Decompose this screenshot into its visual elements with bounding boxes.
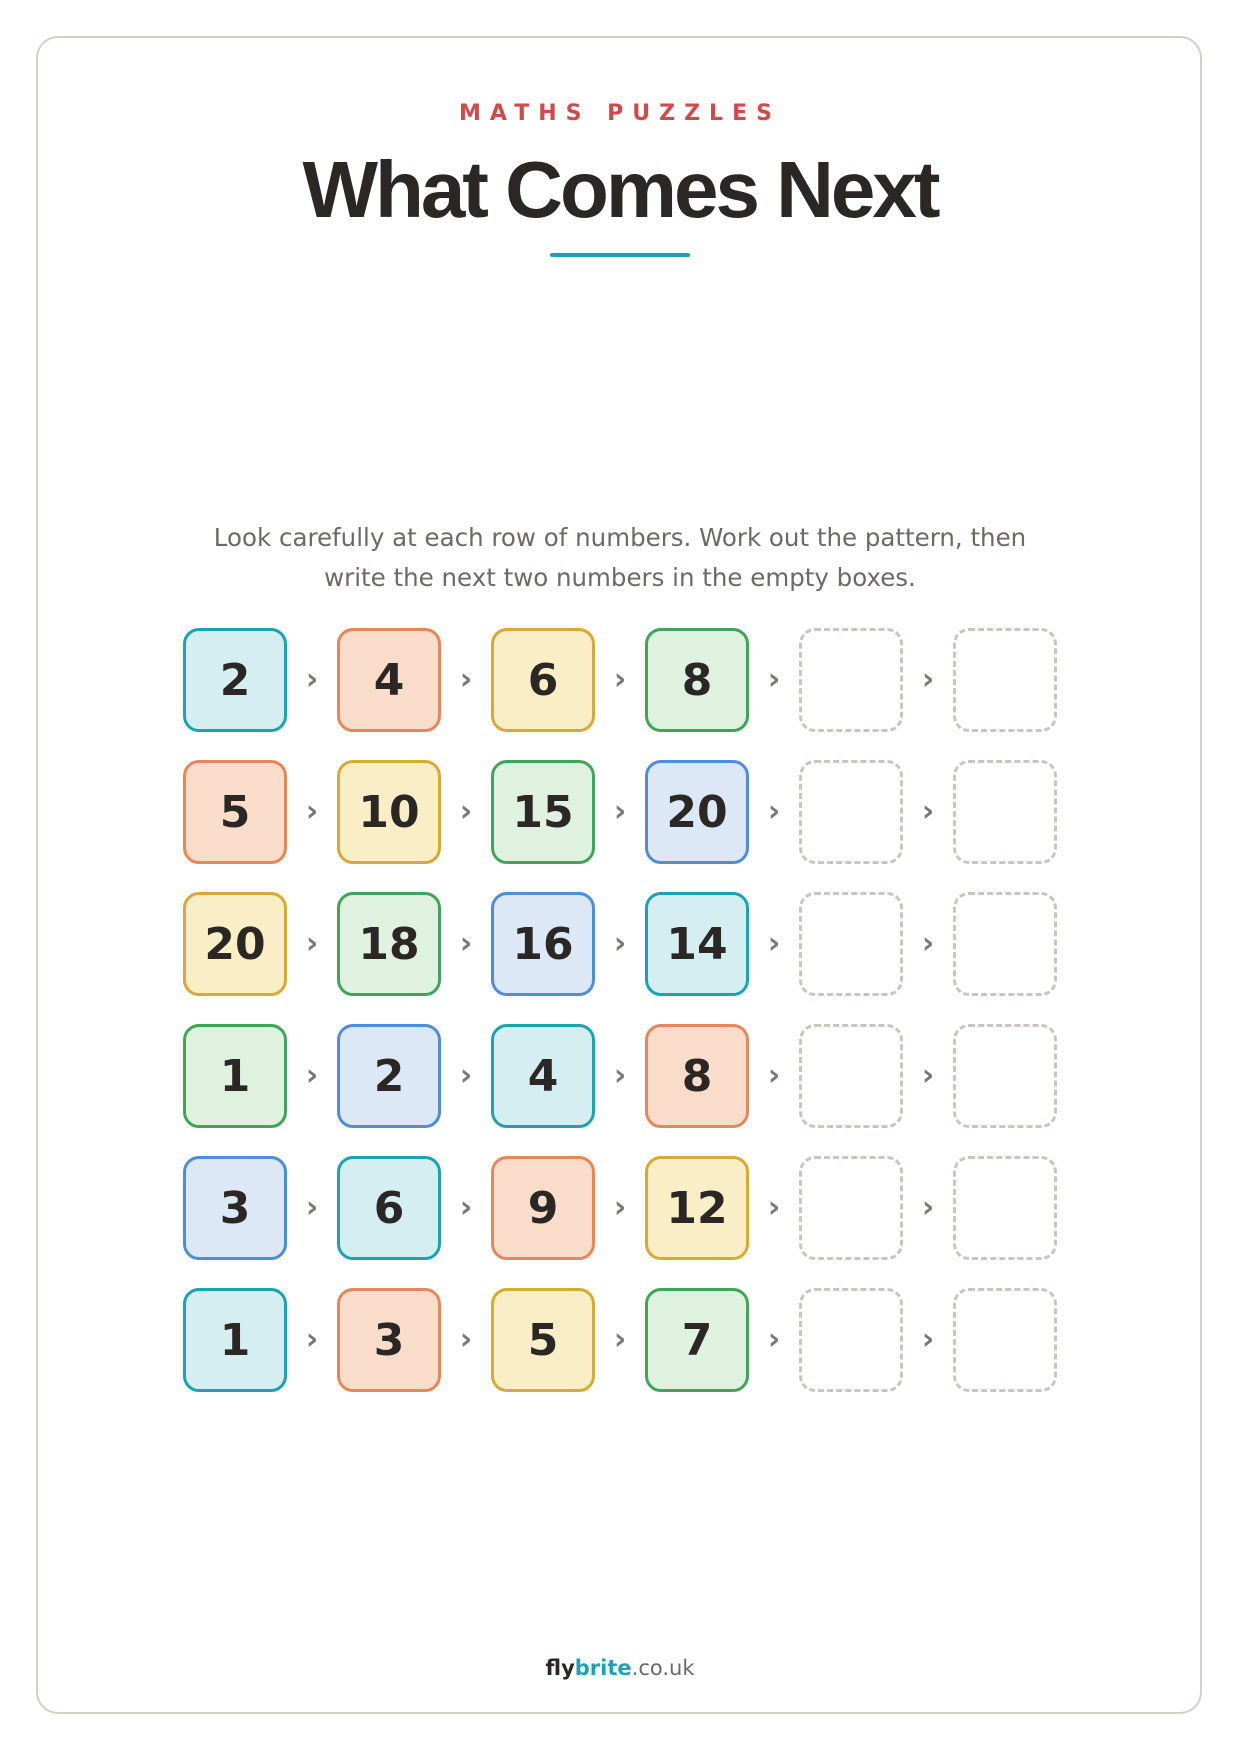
instructions-line-2: write the next two numbers in the empty boxes. [324, 563, 916, 592]
number-box: 8 [645, 628, 749, 732]
sequence-row [183, 1288, 1057, 1392]
answer-box[interactable] [799, 1024, 903, 1128]
number-box: 1 [183, 1288, 287, 1392]
chevron-right-icon: › [921, 926, 935, 961]
number-box: 16 [491, 892, 595, 996]
instructions [0, 518, 1240, 598]
number-box: 6 [491, 628, 595, 732]
chevron-right-icon: › [459, 1058, 473, 1093]
number-box: 7 [645, 1288, 749, 1392]
sequence-row [183, 1024, 1057, 1128]
instructions-line-1: Look carefully at each row of numbers. Work out the pattern, then [213, 523, 1027, 552]
number-box: 10 [337, 760, 441, 864]
chevron-right-icon: › [459, 1190, 473, 1225]
chevron-right-icon: › [613, 1058, 627, 1093]
chevron-right-icon: › [921, 794, 935, 829]
chevron-right-icon: › [305, 1322, 319, 1357]
chevron-right-icon: › [305, 1058, 319, 1093]
answer-box[interactable] [953, 628, 1057, 732]
brand-domain: .co.uk [631, 1656, 695, 1680]
chevron-right-icon: › [459, 926, 473, 961]
number-box: 5 [183, 760, 287, 864]
answer-box[interactable] [799, 760, 903, 864]
answer-box[interactable] [953, 1156, 1057, 1260]
chevron-right-icon: › [767, 1322, 781, 1357]
brand-brite: brite [574, 1656, 632, 1680]
title-underline [550, 253, 690, 257]
number-box: 4 [491, 1024, 595, 1128]
page-title: What Comes Next [302, 145, 938, 234]
chevron-right-icon: › [305, 794, 319, 829]
sequence-row [183, 760, 1057, 864]
footer-brand [0, 1653, 1240, 1683]
number-box: 14 [645, 892, 749, 996]
chevron-right-icon: › [921, 662, 935, 697]
chevron-right-icon: › [613, 1190, 627, 1225]
answer-box[interactable] [953, 1288, 1057, 1392]
number-box: 2 [183, 628, 287, 732]
number-box: 6 [337, 1156, 441, 1260]
answer-box[interactable] [953, 1024, 1057, 1128]
eyebrow-label: MATHS PUZZLES [459, 101, 781, 126]
chevron-right-icon: › [613, 926, 627, 961]
chevron-right-icon: › [921, 1190, 935, 1225]
sequence-row [183, 628, 1057, 732]
sequence-row [183, 1156, 1057, 1260]
chevron-right-icon: › [767, 1190, 781, 1225]
number-box: 2 [337, 1024, 441, 1128]
chevron-right-icon: › [459, 1322, 473, 1357]
chevron-right-icon: › [305, 1190, 319, 1225]
number-box: 9 [491, 1156, 595, 1260]
answer-box[interactable] [799, 892, 903, 996]
number-box: 8 [645, 1024, 749, 1128]
chevron-right-icon: › [613, 662, 627, 697]
answer-box[interactable] [799, 1156, 903, 1260]
answer-box[interactable] [953, 892, 1057, 996]
chevron-right-icon: › [613, 794, 627, 829]
chevron-right-icon: › [767, 1058, 781, 1093]
number-box: 3 [183, 1156, 287, 1260]
number-box: 3 [337, 1288, 441, 1392]
chevron-right-icon: › [921, 1322, 935, 1357]
answer-box[interactable] [799, 628, 903, 732]
chevron-right-icon: › [767, 794, 781, 829]
number-box: 18 [337, 892, 441, 996]
number-box: 5 [491, 1288, 595, 1392]
answer-box[interactable] [953, 760, 1057, 864]
chevron-right-icon: › [305, 926, 319, 961]
brand-fly: fly [545, 1656, 575, 1680]
chevron-right-icon: › [767, 662, 781, 697]
chevron-right-icon: › [459, 662, 473, 697]
number-box: 4 [337, 628, 441, 732]
chevron-right-icon: › [305, 662, 319, 697]
number-box: 12 [645, 1156, 749, 1260]
chevron-right-icon: › [459, 794, 473, 829]
sequence-row [183, 892, 1057, 996]
chevron-right-icon: › [767, 926, 781, 961]
answer-box[interactable] [799, 1288, 903, 1392]
number-box: 1 [183, 1024, 287, 1128]
number-box: 20 [645, 760, 749, 864]
number-box: 15 [491, 760, 595, 864]
chevron-right-icon: › [921, 1058, 935, 1093]
chevron-right-icon: › [613, 1322, 627, 1357]
number-box: 20 [183, 892, 287, 996]
puzzle-grid [183, 628, 1057, 1420]
